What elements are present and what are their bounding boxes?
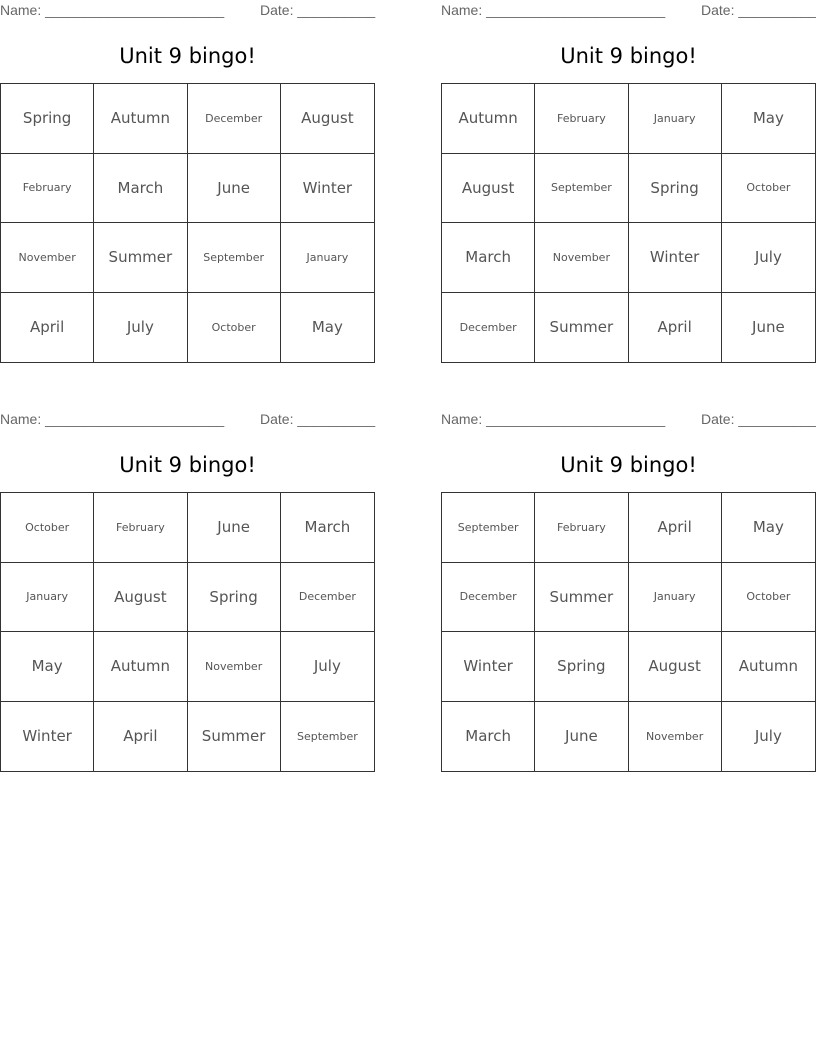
bingo-card: [0, 0, 375, 365]
bingo-cell: March: [442, 223, 535, 293]
bingo-cell: December: [442, 563, 535, 633]
bingo-cell: October: [188, 293, 281, 363]
bingo-cell: Summer: [535, 563, 628, 633]
bingo-card: [441, 0, 816, 365]
bingo-cell: Summer: [188, 702, 281, 772]
bingo-cell: Autumn: [442, 84, 535, 154]
bingo-cell: Summer: [94, 223, 187, 293]
bingo-cell: Winter: [629, 223, 722, 293]
bingo-cell: December: [281, 563, 374, 633]
name-field[interactable]: Name: _______________________: [0, 2, 225, 18]
bingo-cell: August: [94, 563, 187, 633]
bingo-cell: April: [94, 702, 187, 772]
bingo-cell: January: [1, 563, 94, 633]
card-title: Unit 9 bingo!: [119, 44, 256, 68]
bingo-cell: February: [1, 154, 94, 224]
bingo-cell: August: [281, 84, 374, 154]
bingo-cell: December: [442, 293, 535, 363]
bingo-cell: March: [281, 493, 374, 563]
bingo-cell: January: [629, 563, 722, 633]
bingo-cell: November: [629, 702, 722, 772]
bingo-cell: February: [535, 84, 628, 154]
bingo-cell: February: [535, 493, 628, 563]
date-field[interactable]: Date: __________: [260, 2, 376, 18]
bingo-cell: November: [188, 632, 281, 702]
bingo-cell: April: [629, 493, 722, 563]
name-date-row: [0, 2, 375, 20]
bingo-cell: April: [629, 293, 722, 363]
bingo-cell: November: [535, 223, 628, 293]
bingo-cell: June: [535, 702, 628, 772]
bingo-cell: Spring: [188, 563, 281, 633]
bingo-cell: Autumn: [94, 84, 187, 154]
bingo-cell: Autumn: [94, 632, 187, 702]
bingo-cell: October: [722, 154, 815, 224]
bingo-cell: October: [722, 563, 815, 633]
bingo-cell: May: [722, 84, 815, 154]
bingo-cell: December: [188, 84, 281, 154]
bingo-cell: July: [94, 293, 187, 363]
name-field[interactable]: Name: _______________________: [0, 411, 225, 427]
bingo-cell: April: [1, 293, 94, 363]
bingo-cell: June: [188, 154, 281, 224]
bingo-cell: Spring: [629, 154, 722, 224]
name-date-row: [0, 411, 375, 429]
card-title: Unit 9 bingo!: [560, 453, 697, 477]
bingo-cell: Autumn: [722, 632, 815, 702]
name-field[interactable]: Name: _______________________: [441, 411, 666, 427]
bingo-cell: March: [442, 702, 535, 772]
bingo-cell: June: [188, 493, 281, 563]
bingo-cell: August: [629, 632, 722, 702]
bingo-cell: July: [722, 223, 815, 293]
bingo-cell: September: [188, 223, 281, 293]
bingo-cell: September: [442, 493, 535, 563]
bingo-cell: October: [1, 493, 94, 563]
date-field[interactable]: Date: __________: [701, 411, 816, 427]
bingo-cell: May: [722, 493, 815, 563]
bingo-grid: [0, 83, 375, 363]
bingo-cell: January: [629, 84, 722, 154]
bingo-cell: March: [94, 154, 187, 224]
bingo-cell: Spring: [1, 84, 94, 154]
card-title: Unit 9 bingo!: [560, 44, 697, 68]
bingo-cell: July: [754, 727, 782, 746]
bingo-cell: May: [1, 632, 94, 702]
bingo-card: [441, 409, 816, 774]
bingo-grid: [441, 492, 816, 772]
bingo-cell: June: [752, 318, 785, 337]
bingo-cell: September: [296, 729, 358, 743]
bingo-cell: Spring: [535, 632, 628, 702]
bingo-cell: January: [281, 223, 374, 293]
bingo-cell: July: [281, 632, 374, 702]
bingo-cell: Summer: [535, 293, 628, 363]
bingo-card: [0, 409, 375, 774]
card-title: Unit 9 bingo!: [119, 453, 256, 477]
name-date-row: [441, 411, 816, 429]
bingo-cell: February: [94, 493, 187, 563]
bingo-grid: [441, 83, 816, 363]
name-date-row: [441, 2, 816, 20]
name-field[interactable]: Name: _______________________: [441, 2, 666, 18]
date-field[interactable]: Date: __________: [701, 2, 816, 18]
bingo-cell: Winter: [1, 702, 94, 772]
bingo-cell: September: [535, 154, 628, 224]
bingo-grid: [0, 492, 375, 772]
bingo-cell: August: [442, 154, 535, 224]
bingo-cell: May: [311, 318, 343, 337]
bingo-cell: November: [1, 223, 94, 293]
bingo-cell: Winter: [442, 632, 535, 702]
bingo-cell: Winter: [281, 154, 374, 224]
date-field[interactable]: Date: __________: [260, 411, 376, 427]
